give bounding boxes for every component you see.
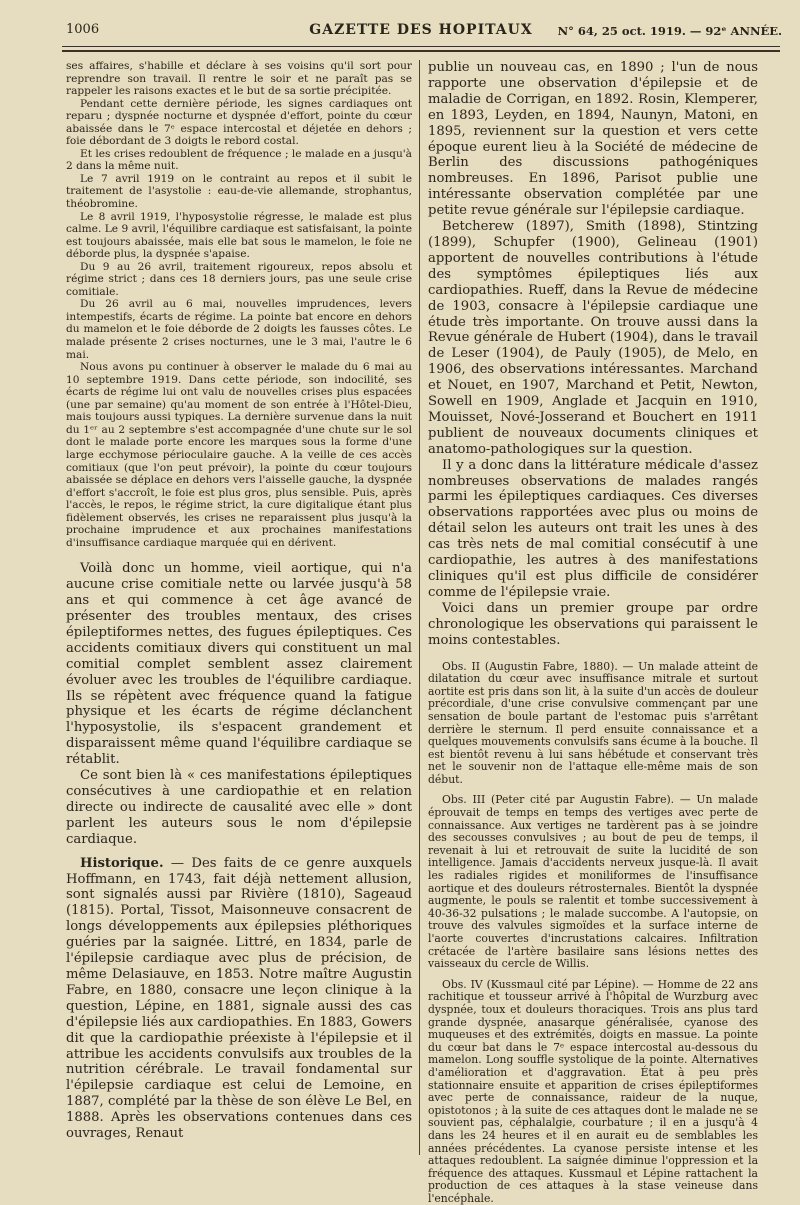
paragraph: Le 8 avril 1919, l'hyposystolie régresse, le malade est plus calme. Le 9 avril, l'équilibre cardiaque est satisfaisant, la pointe est toujours abaissée, mais elle bat sous le mamelon, le foie ne déborde plus, la dyspnée s'apaise. [66,210,412,261]
paragraph: ses affaires, s'habille et déclare à ses voisins qu'il sort pour reprendre son travail. Il rentre le soir et ne paraît pas se rappeler les raisons exactes et le but de sa sortie précipitée. [66,60,412,98]
paragraph: Et les crises redoublent de fréquence ; le malade en a jusqu'à 2 dans la même nuit. [66,147,412,173]
paragraph: Du 9 au 26 avril, traitement rigoureux, repos absolu et régime strict ; dans ces 18 derniers jours, pas une seule crise comitiale. [66,260,412,298]
paragraph: Du 26 avril au 6 mai, nouvelles imprudences, levers intempestifs, écarts de régime. La pointe bat encore en dehors du mamelon et le foie déborde de 2 doigts les fausses côtes. Le malade présente 2 crises nocturnes, une le 3 mai, l'autre le 6 mai. [66,298,412,361]
observation-2: Obs. II (Augustin Fabre, 1880). — Un malade atteint de dilatation du cœur avec insuffisance mitrale et surtout aortite est pris dans son lit, à la suite d'un accès de douleur précordiale, d'une crise convulsive commençant par une sensation de boule partant de l'estomac puis s'arrêtant derrière le sternum. Il perd ensuite connaissance et a quelques mouvements convulsifs sans écume à la bouche. Il est bientôt revenu à lui sans hébétude et conservant très net le souvenir non de l'attaque elle-même mais de son début. [428,659,758,786]
paragraph: Voilà donc un homme, vieil aortique, qui n'a aucune crise comitiale nette ou larvée jusqu'à 58 ans et qui commence à cet âge avancé de présenter des troubles mentaux, des crises épileptiformes nettes, des fugues épileptiques. Ces accidents comitiaux divers qui constituent un mal comitial complet semblent assez clairement évoluer avec les troubles de l'équilibre cardiaque. Ils se répètent avec fréquence quand la fatigue physique et les écarts de régime déclanchent l'hyposystolie, ils s'espacent grandement et disparaissent même quand l'équilibre cardiaque se rétablit. [66,561,412,768]
journal-title: GAZETTE DES HOPITAUX [309,22,533,38]
page-header [60,20,782,44]
section-heading: Historique. [80,855,164,871]
right-column [428,60,758,1205]
historique-paragraph [66,856,412,1142]
issue-info: N° 64, 25 oct. 1919. — 92ᵉ ANNÉE. [557,24,782,38]
left-column [66,60,412,1160]
column-divider [419,60,420,1155]
paragraph: Nous avons pu continuer à observer le malade du 6 mai au 10 septembre 1919. Dans cette période, son indocilité, ses écarts de régime lui ont valu de nouvelles crises plus espacées (une par semaine) qu'au moment de son entrée à l'Hôtel-Dieu, mais toujours aussi typiques. La dernière survenue dans la nuit du 1ᵉʳ au 2 septembre s'est accompagnée d'une chute sur le sol dont le malade porte encore les marques sous la forme d'une large ecchymose périoculaire gauche. A la veille de ces accès comitiaux (que l'on peut prévoir), la pointe du cœur toujours abaissée se déplace en dehors vers l'aisselle gauche, la dyspnée d'effort s'accroît, le foie est plus gros, plus sensible. Puis, après l'accès, le repos, le régime strict, la cure digitalique étant plus fidèlement observés, les crises ne reparaissent plus jusqu'à la prochaine imprudence et aux prochaines manifestations d'insuffisance cardiaque marquée qui en dérivent. [66,361,412,549]
paragraph: Betcherew (1897), Smith (1898), Stintzing (1899), Schupfer (1900), Gelineau (1901) apportent de nouvelles contributions à l'étude des symptômes épileptiques liés aux cardiopathies. Rueff, dans la Revue de médecine de 1903, consacre à l'épilepsie cardiaque une étude très importante. On trouve aussi dans la Revue générale de Hubert (1904), dans le travail de Leser (1904), de Pauly (1905), de Melo, en 1906, des observations intéressantes. Marchand et Nouet, en 1907, Marchand et Petit, Newton, Sowell en 1909, Anglade et Jacquin en 1910, Mouisset, Nové-Josserand et Bouchert en 1911 publient de nouveaux documents cliniques et anatomo-pathologiques sur la question. [428,219,758,457]
paragraph: Ce sont bien là « ces manifestations épileptiques consécutives à une cardiopathie et en relation directe ou indirecte de causalité avec elle » dont parlent les auteurs sous le nom d'épilepsie cardiaque. [66,768,412,847]
paragraph: Il y a donc dans la littérature médicale d'assez nombreuses observations de malades rangés parmi les épileptiques cardiaques. Ces diverses observations rapportées avec plus ou moins de détail selon les auteurs ont trait les unes à des cas très nets de mal comitial consécutif à une cardiopathie, les autres à des manifestations cliniques qu'il est plus difficile de considérer comme de l'épilepsie vraie. [428,457,758,600]
observation-4: Obs. IV (Kussmaul cité par Lépine). — Homme de 22 ans rachitique et tousseur arrivé à l'hôpital de Wurzburg avec dyspnée, toux et douleurs thoraciques. Trois ans plus tard grande dyspnée, anasarque généralisée, cyanose des muqueuses et des extrémités, doigts en massue. La pointe du cœur bat dans le 7ᵉ espace intercostal au-dessous du mamelon. Long souffle systolique de la pointe. Alternatives d'amélioration et d'aggravation. État à peu près stationnaire ensuite et apparition de crises épileptiformes avec perte de connaissance, raideur de la nuque, opistotonos ; à la suite de ces attaques dont le malade ne se souvient pas, céphalalgie, courbature ; il en a jusqu'à 4 dans les 24 heures et il en aurait eu de semblables les années précédentes. La cyanose persiste intense et les attaques redoublent. La saignée diminue l'oppression et la fréquence des attaques. Kussmaul et Lépine rattachent la production de ces attaques à la stase veineuse dans l'encéphale. [428,977,758,1205]
paragraph-text: — Des faits de ce genre auxquels Hoffmann, en 1743, fait déjà nettement allusion, sont signalés aussi par Rivière (1810), Sageaud (1815). Portal, Tissot, Maisonneuve consacrent de longs développements aux épilepsies pléthoriques guéries par la saignée. Littré, en 1834, parle de l'épilepsie cardiaque avec plus de précision, de même Delasiauve, en 1853. Notre maître Augustin Fabre, en 1880, consacre une leçon clinique à la question, Lépine, en 1881, signale aussi des cas d'épilepsie liés aux cardiopathies. En 1883, Gowers dit que la cardiopathie préexiste à l'épilepsie et il attribue les accidents convulsifs aux troubles de la nutrition cérébrale. Le travail fondamental sur l'épilepsie cardiaque est celui de Lemoine, en 1887, complété par la thèse de son élève Le Bel, en 1888. Après les observations contenues dans ces ouvrages, Renaut [66,855,412,1142]
paragraph: Pendant cette dernière période, les signes cardiaques ont reparu ; dyspnée nocturne et dyspnée d'effort, pointe du cœur abaissée dans le 7ᵉ espace intercostal et déjetée en dehors ; foie débordant de 3 doigts le rebord costal. [66,97,412,148]
paragraph: Le 7 avril 1919 on le contraint au repos et il subit le traitement de l'asystolie : eau-de-vie allemande, strophantus, théobromine. [66,172,412,211]
paragraph: publie un nouveau cas, en 1890 ; l'un de nous rapporte une observation d'épilepsie et de maladie de Corrigan, en 1892. Rosin, Klemperer, en 1893, Leyden, en 1894, Naunyn, Matoni, en 1895, reviennent sur la question et vers cette époque eurent lieu à la Société de médecine de Berlin des discussions pathogéniques nombreuses. En 1896, Parisot publie une intéressante observation complétée par une petite revue générale sur l'épilepsie cardiaque. [428,60,758,219]
header-rule [62,46,780,47]
observation-3: Obs. III (Peter cité par Augustin Fabre). — Un malade éprouvait de temps en temps des vertiges avec perte de connaissance. Aux vertiges ne tardèrent pas à se joindre des secousses convulsives ; au bout de peu de temps, il revenait à lui et retrouvait de suite la lucidité de son intelligence. Jamais d'accidents nerveux jusque-là. Il avait les radiales rigides et moniliformes de l'insuffisance aortique et des douleurs rétrosternales. Bientôt la dyspnée augmente, le pouls se ralentit et tombe successivement à 40-36-32 pulsations ; le malade succombe. A l'autopsie, on trouve des valvules sigmoïdes et la surface interne de l'aorte couvertes d'incrustations calcaires. Infiltration crétacée de l'artère basilaire sans lésions nettes des vaisseaux du cercle de Willis. [428,793,758,971]
paragraph: Voici dans un premier groupe par ordre chronologique les observations qui paraissent le moins contestables. [428,600,758,648]
page-number: 1006 [66,22,100,37]
header-rule-thick [62,50,780,52]
